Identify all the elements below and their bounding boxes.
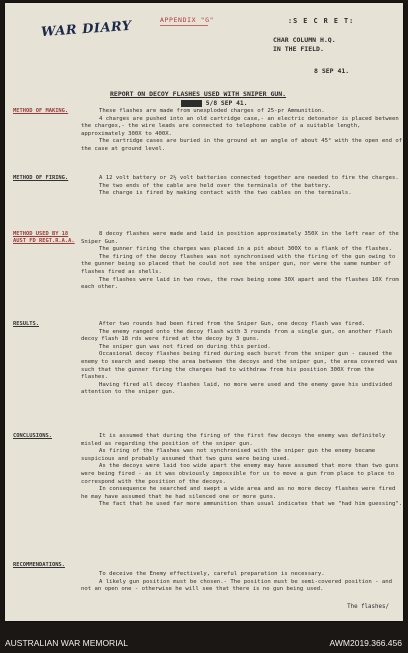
section-label: METHOD OF FIRING. xyxy=(13,175,69,181)
paragraph: These flashes are made from unexploded charges of 25-pr Ammunition. xyxy=(99,108,325,114)
paragraph: A 12 volt battery or 2½ volt batteries connected together are needed to fire the charges. xyxy=(99,175,399,181)
section-body xyxy=(81,321,403,397)
paragraph: To deceive the Enemy effectively, careful preparation is necessary. xyxy=(99,571,325,577)
unit-line-1: CHAR COLUMN H.Q. xyxy=(273,36,336,44)
paragraph: It is assumed that during the firing of the first few decoys the enemy was definitely misled as regarding the position of the sniper gun. xyxy=(81,433,386,447)
section-label: RESULTS. xyxy=(13,321,39,327)
paragraph: The sniper gun was not fired on during this period. xyxy=(99,343,271,350)
footer-accession-number: AWM2019.366.456 xyxy=(329,638,402,648)
paragraph: After two rounds had been fired from the Sniper Gun, one decoy flash was fired. xyxy=(99,321,366,327)
archive-footer xyxy=(0,623,408,653)
report-title: REPORT ON DECOY FLASHES USED WITH SNIPER GUN. xyxy=(110,90,287,98)
paragraph: The charge is fired by making contact with the two cables on the terminals. xyxy=(99,190,352,197)
section-label: METHOD OF MAKING. xyxy=(13,108,69,114)
paragraph: As the decoys were laid too wide apart the enemy may have assumed that more than two guns were being fired - as it was obviously impossible for us to move a gun from place to place to correspond with the position of the decoys. xyxy=(81,463,399,485)
paragraph: The enemy ranged onto the decoy flash with 3 rounds from a single gun, on another flash decoy flash 18 rds were fired at the decoy by 3 guns. xyxy=(81,328,392,343)
section-label: CONCLUSIONS. xyxy=(13,433,52,439)
struck-text: XXXXX xyxy=(182,100,201,107)
report-date: 8 SEP 41. xyxy=(314,67,350,75)
section-label: METHOD USED BY 18 AUST FD REGT.R.A.A. xyxy=(13,231,75,244)
paragraph: In consequence he searched and swept a wide area and as no more decoy flashes were fired he may have assumed that he had silenced one or more guns. xyxy=(81,486,396,500)
section-body xyxy=(81,175,403,198)
paragraph: A likely gun position must be chosen.- The position must be semi-covered position - and not an open one - otherwise he will see that there is no gun being used. xyxy=(81,578,392,593)
paragraph: Having fired all decoy flashes laid, no more were used and the enemy gave his undivided attention to the sniper gun. xyxy=(81,381,392,396)
section-body xyxy=(81,231,403,292)
paragraph: Occasional decoy flashes being fired during each burst from the sniper gun - caused the enemy to search and sweep the area between the decoys and the sniper gun, the area covered was such that the gunner firing the charges had to withdraw from his position 300X from the flashes. xyxy=(81,351,398,381)
paragraph: 4 charges are pushed into an old cartridge case,- an electric detonator is placed between the charges,- the wire leads are connected to telephone cable of a suitable length, approximately 300X to 400X. xyxy=(81,115,399,137)
document-page xyxy=(5,3,403,621)
appendix-label: APPENDIX "G" xyxy=(160,16,215,24)
appendix-underline xyxy=(160,25,208,26)
paragraph: The firing of the decoy flashes was not synchronised with the firing of the gun owing to the gunner being so placed that he could not see the sniper gun, nor were the same number of flashes fired as shells. xyxy=(81,253,396,275)
paragraph: The flashes were laid in two rows, the rows being some 30X apart and the flashes 10X from each other. xyxy=(81,276,399,291)
section-body xyxy=(81,433,403,509)
continuation-text: The flashes/ xyxy=(347,604,389,610)
section-body xyxy=(81,571,403,594)
paragraph: The gunner firing the charges was placed in a pit about 300X to a flank of the flashes. xyxy=(99,246,392,253)
handwritten-note: WAR DIARY xyxy=(40,18,133,41)
subreference-text: 5/8 SEP 41. xyxy=(205,100,248,107)
paragraph: The two ends of the cable are held over the terminals of the battery. xyxy=(99,182,332,189)
section-label: RECOMMENDATIONS. xyxy=(13,562,65,568)
paragraph: As firing of the flashes was not synchronised with the sniper gun the enemy became suspicious and probably assumed that two guns were being used. xyxy=(81,448,376,462)
paragraph: The fact that he used far more ammunition than usual indicates that we "had him guessing". xyxy=(99,501,403,508)
paragraph: The cartridge cases are buried in the ground at an angle of about 45° with the open end of the case at ground level. xyxy=(81,138,403,152)
report-subreference xyxy=(181,100,247,107)
unit-line-2: IN THE FIELD. xyxy=(273,45,324,53)
classification-label: :S E C R E T: xyxy=(288,17,355,25)
footer-institution: AUSTRALIAN WAR MEMORIAL xyxy=(5,638,128,648)
unit-header xyxy=(273,36,336,54)
paragraph: 8 decoy flashes were made and laid in position approximately 350X in the left rear of the Sniper Gun. xyxy=(81,231,399,245)
section-body xyxy=(81,108,403,154)
